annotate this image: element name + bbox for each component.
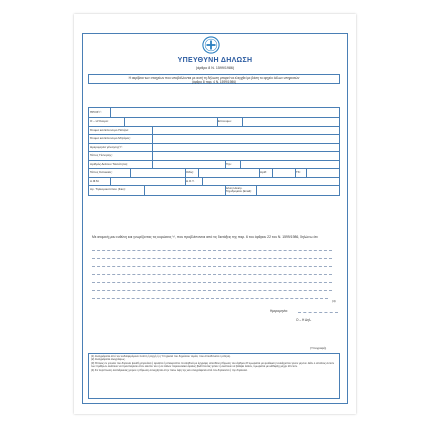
residence-label: Τόπος Κατοικίας: [89,169,131,177]
email-label: Δ/νση Ηλεκτρ. Ταχυδρομείου (Email): [225,186,257,195]
street-number-field[interactable] [272,169,296,177]
street-label: Οδός: [185,169,199,177]
signature-label: (Υπογραφή) [310,346,327,350]
page-subtitle: (άρθρο 8 Ν. 1599/1986) [195,66,235,70]
accuracy-note [88,74,340,84]
id-number-field[interactable] [152,161,226,169]
phone-field[interactable] [240,161,339,169]
form-row [88,169,340,178]
residence-field[interactable] [130,169,186,177]
fax-field[interactable] [144,186,226,195]
declaration-line[interactable] [92,274,332,275]
mother-field[interactable] [152,135,339,143]
form-row [88,107,340,118]
to-label: ΠΡΟΣ⁽¹⁾: [89,108,111,117]
footnote: (3) Όποιος εν γνώσει του δηλώνει ψευδή γεγονότα ή αρνείται ή αποκρύπτει τα αληθινά με έγγραφη υπεύθυνη δήλωση του άρθρου 8 τιμωρείται με φυλάκιση τουλάχιστον τριών μηνών. Εάν ο υπαίτιος αυτών των πράξεων σκόπευε να προσπορίσει στον εαυτόν του ή σε άλλον περιουσιακό όφελος βλάπτοντας τρίτον ή σκόπευε να βλάψει άλλον, τιμωρείται με κάθειρξη μέχρι 10 ετών. [91,361,335,369]
fax-label: Αρ. Τηλεομοιοτύπου (Fax): [89,186,145,195]
continuation-marker: (4) [332,299,336,303]
surname-label: Επώνυμο: [217,118,243,126]
accuracy-note-line: Η ακρίβεια των στοιχείων που υποβάλλονται με αυτή τη δήλωση μπορεί να ελεγχθεί με βάση το αρχείο άλλων υπηρεσιών [128,75,300,80]
form-row [88,118,340,127]
postcode-field[interactable] [306,169,339,177]
form-sheet [74,14,356,414]
phone-label: Τηλ: [225,161,241,169]
declaration-line[interactable] [92,266,332,267]
mother-label: Όνομα και Επώνυμο Μητέρας: [89,135,153,143]
form-row [88,186,340,196]
email-field[interactable] [256,186,339,195]
birth-date-label: Ημερομηνία γέννησης⁽²⁾: [89,144,153,152]
father-field[interactable] [152,127,339,135]
form-row [88,152,340,161]
declaration-line[interactable] [92,298,328,299]
street-number-label: Αριθ: [259,169,273,177]
declaration-line[interactable] [92,250,332,251]
form-row [88,161,340,170]
footnote: (1) Αναγράφεται από τον ενδιαφερόμενο πολίτη ή Αρχή ή η Υπηρεσία του δημόσιου τομέα, που απευθύνεται η αίτηση. [91,355,231,358]
accuracy-note-line: (άρθρο 8 παρ. 4 Ν. 1599/1986) [191,79,237,84]
personal-details-table [88,107,340,196]
greek-coat-of-arms-icon [202,36,220,54]
form-row [88,178,340,187]
street-field[interactable] [198,169,260,177]
afm-field[interactable] [110,178,186,186]
doy-label: Δ.Ο.Υ. [185,178,203,186]
date-label: Ημερομηνία: [270,309,288,313]
declaration-line[interactable] [92,290,332,291]
name-field[interactable] [124,118,218,126]
doy-field[interactable] [202,178,339,186]
form-row [88,135,340,144]
id-number-label: Αριθμός Δελτίου Ταυτότητας: [89,161,153,169]
form-row [88,144,340,153]
afm-label: Α.Φ.Μ. [89,178,111,186]
footnotes-box [88,353,340,399]
date-field[interactable] [298,312,338,313]
name-label: Ο – Η Όνομα: [89,118,125,126]
postcode-label: ΤΚ: [295,169,307,177]
declaration-line[interactable] [92,282,332,283]
birth-place-label: Τόπος Γέννησης: [89,152,153,160]
to-field[interactable] [110,108,339,117]
declaration-text: Με ατομική μου ευθύνη και γνωρίζοντας τις κυρώσεις ⁽³⁾, που προβλέπονται από τις διατάξεις της παρ. 6 του άρθρου 22 του Ν. 1599/1986, δηλώνω ότι: [92,235,319,239]
birth-date-field[interactable] [152,144,339,152]
declaration-line[interactable] [92,258,332,259]
surname-field[interactable] [242,118,339,126]
page-title: ΥΠΕΥΘΥΝΗ ΔΗΛΩΣΗ [177,57,253,64]
footnote: (2) Αναγράφεται ολογράφως. [91,358,126,362]
declarant-label: Ο – Η Δηλ. [296,318,312,322]
father-label: Όνομα και Επώνυμο Πατέρα: [89,127,153,135]
footnote: (4) Σε περίπτωση ανεπάρκειας χώρου η δήλωση συνεχίζεται στην πίσω όψη της και υπογράφεται από τον δηλούντα ή την δηλούσα. [91,368,248,372]
birth-place-field[interactable] [152,152,339,160]
form-frame [82,33,348,404]
form-row [88,127,340,136]
